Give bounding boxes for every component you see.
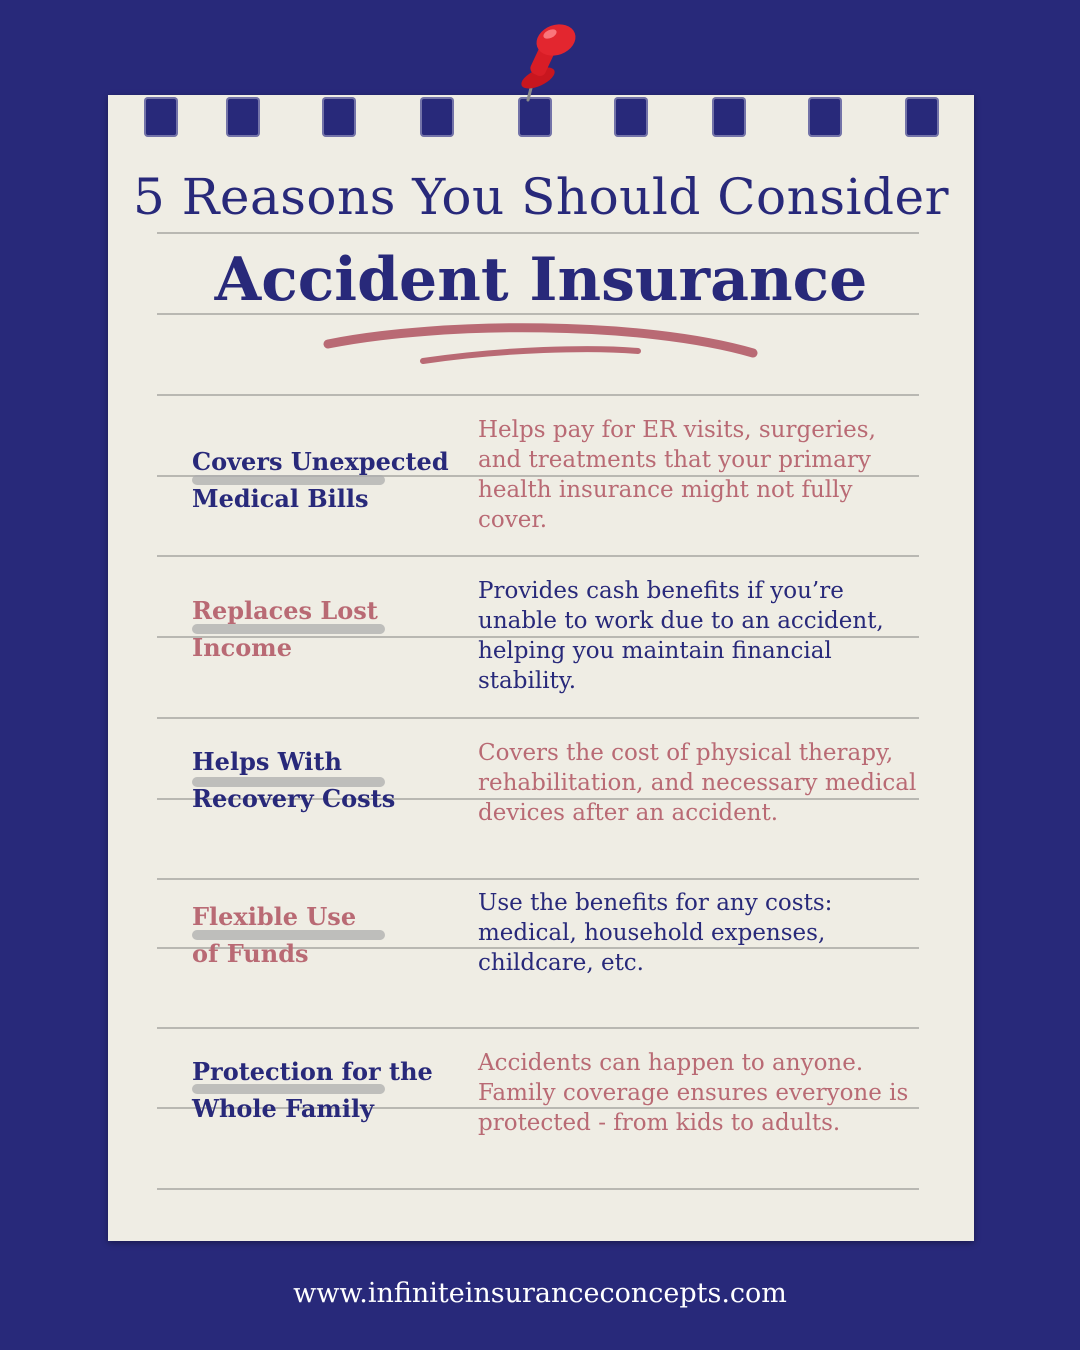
ruled-line — [157, 878, 919, 880]
reason-title — [192, 443, 452, 517]
website-url[interactable]: www.infiniteinsuranceconcepts.com — [293, 1278, 787, 1309]
reason-row-4 — [192, 888, 952, 1008]
reason-description: Accidents can happen to anyone. Family coverage ensures everyone is protected - from kids to adults. — [478, 1050, 909, 1136]
reason-title-line2: Whole Family — [192, 1094, 375, 1123]
reason-title — [192, 743, 452, 817]
binder-hole — [614, 97, 648, 137]
reason-title-line1: Flexible Use — [192, 902, 357, 931]
page-title-line2: Accident Insurance — [214, 245, 868, 315]
reason-title-line1: Replaces Lost — [192, 596, 378, 625]
reason-description: Provides cash benefits if you’re unable to work due to an accident, helping you maintain financial stability. — [478, 578, 884, 694]
reason-row-5 — [192, 1048, 952, 1168]
reason-title — [192, 898, 452, 972]
reason-title-line1: Protection for the — [192, 1057, 433, 1086]
binder-hole — [226, 97, 260, 137]
page-title-line1: 5 Reasons You Should Consider — [133, 168, 949, 226]
reason-title — [192, 1053, 452, 1127]
ruled-line — [157, 1188, 919, 1190]
ruled-line — [157, 232, 919, 234]
reason-title-line2: of Funds — [192, 939, 309, 968]
ruled-line — [157, 394, 919, 396]
binder-hole — [905, 97, 939, 137]
binder-hole — [322, 97, 356, 137]
reason-title-line2: Income — [192, 633, 292, 662]
ruled-line — [157, 555, 919, 557]
reason-title — [192, 592, 452, 666]
reason-row-3 — [192, 738, 952, 858]
reason-title-line1: Covers Unexpected — [192, 447, 449, 476]
reason-row-2 — [192, 576, 952, 696]
push-pin-icon — [512, 18, 582, 108]
binder-hole — [808, 97, 842, 137]
ruled-line — [157, 1027, 919, 1029]
reason-description: Use the benefits for any costs: medical, household expenses, childcare, etc. — [478, 890, 833, 976]
binder-hole — [144, 97, 178, 137]
binder-hole — [712, 97, 746, 137]
reason-title-line2: Medical Bills — [192, 484, 369, 513]
reason-description: Covers the cost of physical therapy, rehabilitation, and necessary medical devices after an accident. — [478, 740, 917, 826]
reason-description: Helps pay for ER visits, surgeries, and treatments that your primary health insurance might not fully cover. — [478, 417, 876, 533]
binder-hole — [420, 97, 454, 137]
reason-row-1 — [192, 415, 952, 535]
reason-title-line1: Helps With — [192, 747, 342, 776]
ruled-line — [157, 717, 919, 719]
underline-swoosh — [323, 317, 763, 367]
notepad-card — [108, 95, 974, 1241]
reason-title-line2: Recovery Costs — [192, 784, 396, 813]
